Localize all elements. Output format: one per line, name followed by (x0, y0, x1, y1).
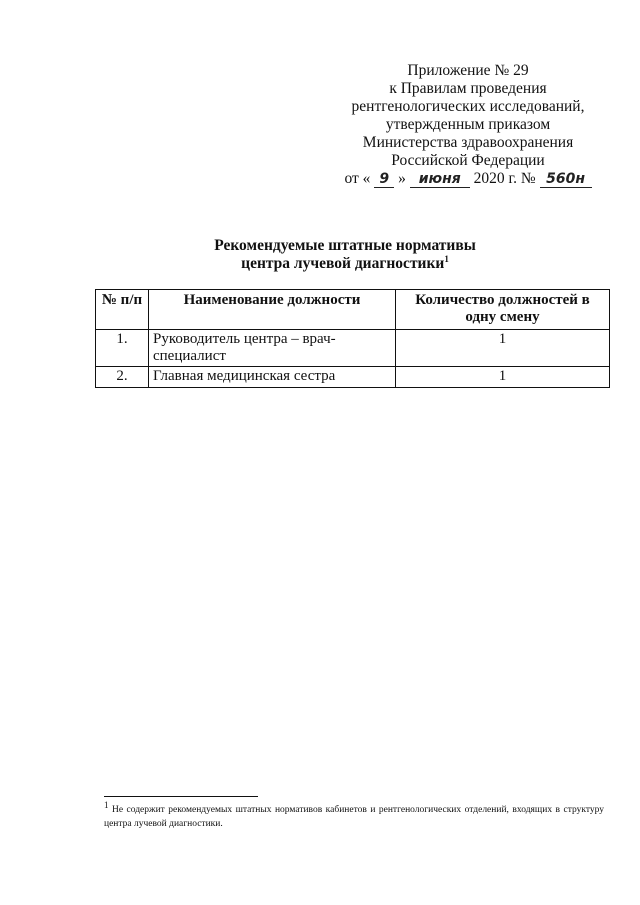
table-row (96, 330, 610, 367)
annex-rules-ref: к Правилам проведения (389, 80, 547, 97)
row-position-name: Руководитель центра – врач-специалист (149, 330, 396, 367)
header-position-name: Наименование должности (149, 290, 396, 330)
table-row (96, 367, 610, 388)
annex-approved: утвержденным приказом (385, 116, 551, 133)
row-quantity: 1 (396, 367, 610, 388)
row-number: 2. (96, 367, 149, 388)
title-footnote-mark: 1 (444, 253, 449, 264)
header-number: № п/п (96, 290, 149, 330)
header-quantity: Количество должностей в одну смену (396, 290, 610, 330)
date-month-handwritten: июня (410, 172, 470, 188)
date-day-handwritten: 9 (374, 172, 394, 188)
date-mid: » (398, 170, 406, 187)
row-position-name: Главная медицинская сестра (149, 367, 396, 388)
date-prefix: от « (344, 170, 371, 187)
annex-rules-subject: рентгенологических исследований, (351, 98, 585, 115)
title-line-2 (150, 255, 540, 273)
table-header-row (96, 290, 610, 330)
footnote-divider (104, 796, 258, 797)
title-line-1: Рекомендуемые штатные нормативы (214, 237, 476, 254)
date-year: 2020 г. № (473, 170, 536, 187)
row-quantity: 1 (396, 330, 610, 367)
document-title (150, 237, 540, 273)
row-number: 1. (96, 330, 149, 367)
annex-ministry: Министерства здравоохранения (362, 134, 574, 151)
annex-number: Приложение № 29 (407, 62, 529, 79)
footnote-mark: 1 (104, 799, 109, 810)
annex-header (330, 62, 606, 188)
title-line-2-text: центра лучевой диагностики (241, 255, 445, 272)
annex-date-line (330, 170, 606, 188)
footnote-text: Не содержит рекомендуемых штатных нормативов кабинетов и рентгенологических отделений, входящих в структуру центра лучевой диагностики. (104, 805, 605, 829)
staffing-norms-table (95, 289, 610, 388)
footnote (104, 799, 605, 831)
annex-country: Российской Федерации (391, 152, 545, 169)
order-number-handwritten: 560н (540, 172, 592, 188)
